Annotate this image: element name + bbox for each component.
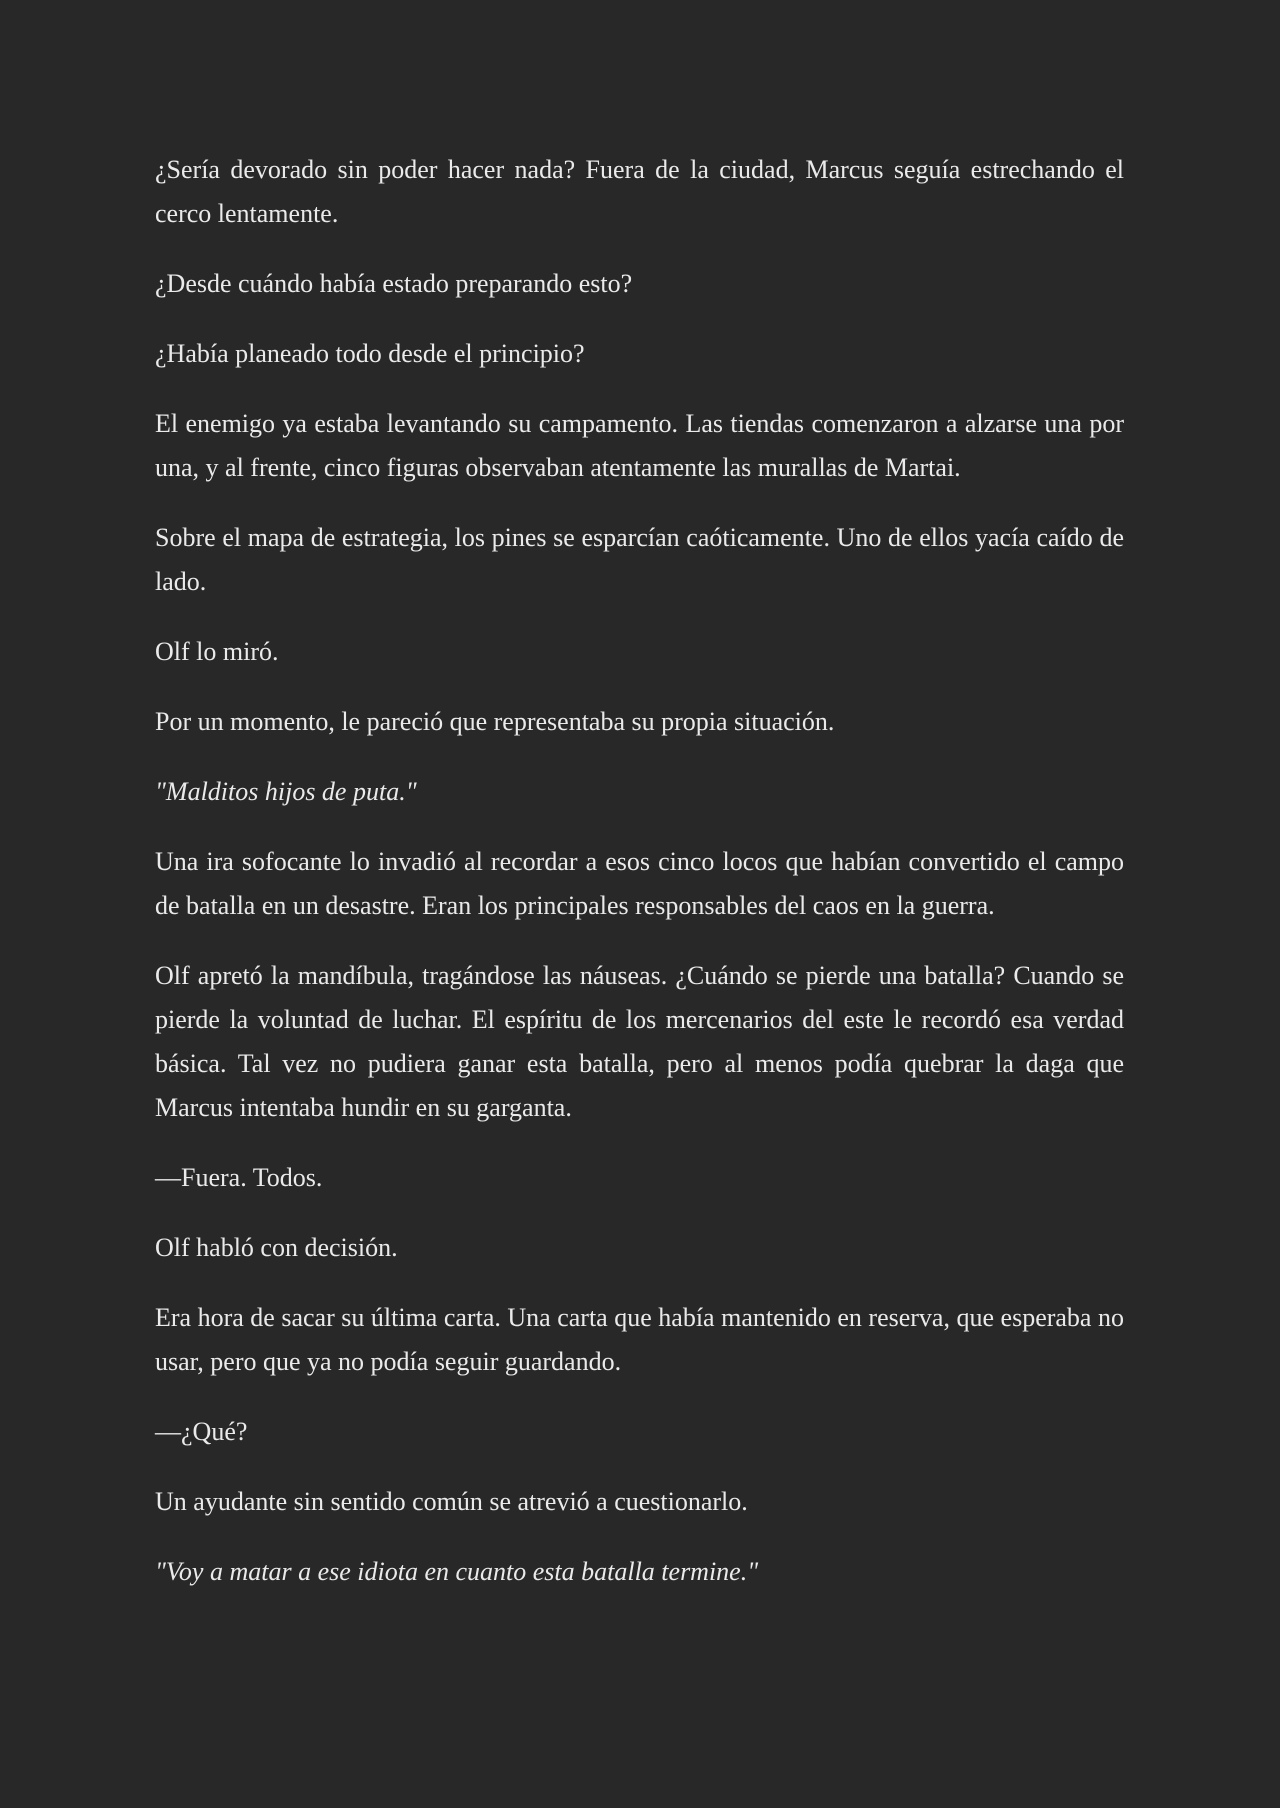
dialogue-paragraph: —¿Qué? (155, 1417, 248, 1446)
paragraph: Sobre el mapa de estrategia, los pines se esparcían caóticamente. Uno de ellos yacía caído de lado. (155, 523, 1124, 596)
paragraph: ¿Había planeado todo desde el principio? (155, 339, 585, 368)
paragraph: Un ayudante sin sentido común se atrevió a cuestionarlo. (155, 1487, 748, 1516)
paragraph: ¿Desde cuándo había estado preparando esto? (155, 269, 633, 298)
inner-thought-paragraph: "Voy a matar a ese idiota en cuanto esta batalla termine." (155, 1557, 759, 1586)
paragraph: Olf apretó la mandíbula, tragándose las náuseas. ¿Cuándo se pierde una batalla? Cuando se pierde la voluntad de luchar. El espíritu de los mercenarios del este le recordó esa verdad básica. Tal vez no pudiera ganar esta batalla, pero al menos podía quebrar la daga que Marcus intentaba hundir en su garganta. (155, 961, 1124, 1122)
paragraph: Una ira sofocante lo invadió al recordar a esos cinco locos que habían convertido el campo de batalla en un desastre. Eran los principales responsables del caos en la guerra. (155, 847, 1124, 920)
chapter-text (155, 148, 1124, 1594)
paragraph: Era hora de sacar su última carta. Una carta que había mantenido en reserva, que esperaba no usar, pero que ya no podía seguir guardando. (155, 1303, 1124, 1376)
inner-thought-paragraph: "Malditos hijos de puta." (155, 777, 417, 806)
paragraph: Por un momento, le pareció que representaba su propia situación. (155, 707, 835, 736)
dialogue-paragraph: —Fuera. Todos. (155, 1163, 323, 1192)
paragraph: El enemigo ya estaba levantando su campamento. Las tiendas comenzaron a alzarse una por una, y al frente, cinco figuras observaban atentamente las murallas de Martai. (155, 409, 1124, 482)
paragraph: Olf lo miró. (155, 637, 279, 666)
paragraph: ¿Sería devorado sin poder hacer nada? Fuera de la ciudad, Marcus seguía estrechando el cerco lentamente. (155, 155, 1124, 228)
paragraph: Olf habló con decisión. (155, 1233, 398, 1262)
